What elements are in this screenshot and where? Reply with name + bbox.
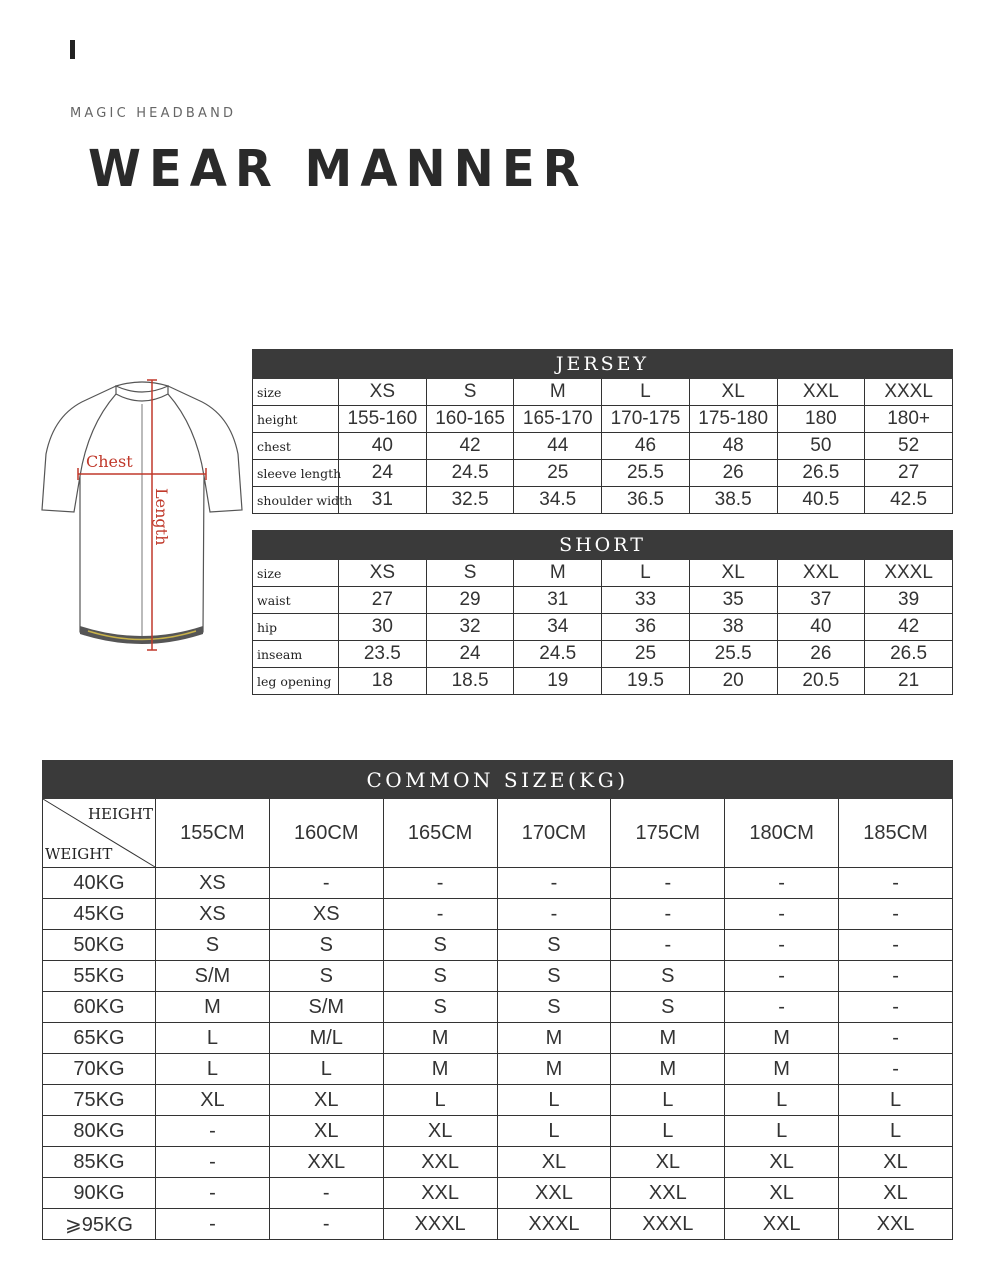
table-cell: 165-170 (514, 406, 602, 433)
table-cell: XXL (269, 1147, 383, 1178)
table-cell: 50 (777, 433, 865, 460)
table-row (253, 433, 953, 460)
table-cell: M (497, 1054, 611, 1085)
table-cell: 21 (865, 668, 953, 695)
table-row (253, 379, 953, 406)
table-cell: 44 (514, 433, 602, 460)
table-cell: L (269, 1054, 383, 1085)
table-cell: 40.5 (777, 487, 865, 514)
table-cell: 38 (689, 614, 777, 641)
height-header: 175CM (611, 799, 725, 868)
table-cell: S (611, 961, 725, 992)
height-header: 155CM (156, 799, 270, 868)
table-row (43, 992, 953, 1023)
table-cell: 31 (514, 587, 602, 614)
table-cell: 27 (339, 587, 427, 614)
table-cell: 40 (777, 614, 865, 641)
table-cell: 175-180 (689, 406, 777, 433)
table-cell: L (156, 1054, 270, 1085)
chest-label: Chest (86, 452, 133, 471)
table-cell: - (383, 868, 497, 899)
table-cell: 160-165 (426, 406, 514, 433)
table-cell: XXL (777, 379, 865, 406)
table-cell: - (611, 868, 725, 899)
table-cell: 25 (602, 641, 690, 668)
corner-cell (43, 799, 156, 868)
weight-label: 85KG (43, 1147, 156, 1178)
table-row (253, 487, 953, 514)
table-cell: M (383, 1054, 497, 1085)
table-cell: XXL (839, 1209, 953, 1240)
table-cell: S (383, 961, 497, 992)
table-cell: 24.5 (426, 460, 514, 487)
table-cell: 180 (777, 406, 865, 433)
weight-label: 60KG (43, 992, 156, 1023)
weight-label: 80KG (43, 1116, 156, 1147)
row-label: shoulder width (253, 487, 339, 514)
table-cell: XL (839, 1178, 953, 1209)
table-cell: 24 (339, 460, 427, 487)
table-cell: XS (339, 560, 427, 587)
table-cell: 26.5 (777, 460, 865, 487)
weight-label: 65KG (43, 1023, 156, 1054)
table-cell: - (156, 1178, 270, 1209)
table-cell: S (497, 961, 611, 992)
table-cell: 48 (689, 433, 777, 460)
weight-label: 40KG (43, 868, 156, 899)
table-cell: S (156, 930, 270, 961)
table-cell: S/M (156, 961, 270, 992)
common-table-title: COMMON SIZE(KG) (43, 761, 953, 799)
table-cell: 42.5 (865, 487, 953, 514)
table-cell: - (611, 899, 725, 930)
height-axis-label: HEIGHT (87, 805, 153, 823)
table-cell: 180+ (865, 406, 953, 433)
table-cell: - (839, 992, 953, 1023)
table-cell: XXL (611, 1178, 725, 1209)
table-row (43, 1178, 953, 1209)
table-cell: XXL (497, 1178, 611, 1209)
table-cell: 24.5 (514, 641, 602, 668)
table-cell: XL (269, 1085, 383, 1116)
row-label: hip (253, 614, 339, 641)
table-cell: L (839, 1085, 953, 1116)
table-cell: 25.5 (689, 641, 777, 668)
table-cell: 36.5 (602, 487, 690, 514)
table-cell: 20 (689, 668, 777, 695)
table-cell: XXXL (383, 1209, 497, 1240)
table-cell: 34.5 (514, 487, 602, 514)
table-cell: XXL (777, 560, 865, 587)
table-cell: 20.5 (777, 668, 865, 695)
table-cell: 25 (514, 460, 602, 487)
weight-label: ⩾95KG (43, 1209, 156, 1240)
table-cell: XS (339, 379, 427, 406)
table-row (43, 1085, 953, 1116)
table-cell: M (497, 1023, 611, 1054)
table-cell: XS (269, 899, 383, 930)
table-cell: L (602, 560, 690, 587)
table-cell: 32.5 (426, 487, 514, 514)
table-row (43, 1116, 953, 1147)
table-cell: S (269, 961, 383, 992)
table-row (253, 614, 953, 641)
table-cell: 35 (689, 587, 777, 614)
page-title: WEAR MANNER (88, 140, 588, 199)
table-cell: M/L (269, 1023, 383, 1054)
table-cell: M (611, 1054, 725, 1085)
accent-bar (70, 40, 75, 59)
weight-label: 45KG (43, 899, 156, 930)
table-cell: S (611, 992, 725, 1023)
table-cell: XL (689, 379, 777, 406)
table-cell: 38.5 (689, 487, 777, 514)
table-cell: S (426, 379, 514, 406)
table-cell: - (839, 930, 953, 961)
table-cell: M (611, 1023, 725, 1054)
table-cell: - (156, 1147, 270, 1178)
table-cell: L (611, 1116, 725, 1147)
table-cell: - (269, 1178, 383, 1209)
table-cell: S (426, 560, 514, 587)
table-cell: - (725, 868, 839, 899)
table-row (43, 1054, 953, 1085)
weight-label: 90KG (43, 1178, 156, 1209)
table-cell: 29 (426, 587, 514, 614)
table-row (253, 641, 953, 668)
table-cell: - (725, 961, 839, 992)
table-cell: 24 (426, 641, 514, 668)
table-cell: L (497, 1085, 611, 1116)
table-cell: XXL (725, 1209, 839, 1240)
table-cell: 32 (426, 614, 514, 641)
page-subtitle: MAGIC HEADBAND (70, 106, 237, 121)
table-cell: - (839, 899, 953, 930)
table-cell: - (839, 868, 953, 899)
table-cell: L (725, 1085, 839, 1116)
row-label: waist (253, 587, 339, 614)
table-cell: XL (611, 1147, 725, 1178)
table-row (253, 406, 953, 433)
height-header: 185CM (839, 799, 953, 868)
table-row (43, 1147, 953, 1178)
table-row (43, 899, 953, 930)
table-row (43, 930, 953, 961)
table-cell: - (156, 1209, 270, 1240)
table-row (43, 868, 953, 899)
table-cell: 18.5 (426, 668, 514, 695)
table-cell: 27 (865, 460, 953, 487)
table-cell: 46 (602, 433, 690, 460)
table-cell: XL (725, 1178, 839, 1209)
table-cell: XXXL (611, 1209, 725, 1240)
table-cell: S (383, 930, 497, 961)
table-cell: 30 (339, 614, 427, 641)
table-cell: 33 (602, 587, 690, 614)
table-cell: L (725, 1116, 839, 1147)
row-label: leg opening (253, 668, 339, 695)
row-label: chest (253, 433, 339, 460)
table-row (253, 460, 953, 487)
table-row (43, 1023, 953, 1054)
row-label: inseam (253, 641, 339, 668)
table-cell: - (725, 930, 839, 961)
table-cell: XXXL (497, 1209, 611, 1240)
table-cell: - (839, 961, 953, 992)
table-cell: XL (156, 1085, 270, 1116)
short-size-table (252, 530, 953, 695)
table-cell: L (497, 1116, 611, 1147)
table-cell: - (269, 1209, 383, 1240)
table-cell: XXL (383, 1178, 497, 1209)
weight-label: 50KG (43, 930, 156, 961)
table-cell: - (725, 992, 839, 1023)
table-cell: L (156, 1023, 270, 1054)
row-label: height (253, 406, 339, 433)
height-header: 165CM (383, 799, 497, 868)
common-size-table (42, 760, 953, 1240)
table-cell: 37 (777, 587, 865, 614)
table-cell: M (725, 1023, 839, 1054)
table-cell: - (611, 930, 725, 961)
short-table-title: SHORT (253, 531, 953, 560)
table-cell: XL (269, 1116, 383, 1147)
table-cell: M (156, 992, 270, 1023)
table-cell: 34 (514, 614, 602, 641)
table-cell: 31 (339, 487, 427, 514)
table-row (43, 961, 953, 992)
table-cell: S (383, 992, 497, 1023)
length-label: Length (152, 488, 171, 546)
weight-axis-label: WEIGHT (45, 845, 113, 863)
table-row (253, 668, 953, 695)
table-cell: 18 (339, 668, 427, 695)
table-cell: - (839, 1054, 953, 1085)
table-cell: L (839, 1116, 953, 1147)
table-cell: 26 (689, 460, 777, 487)
table-cell: S/M (269, 992, 383, 1023)
table-cell: 25.5 (602, 460, 690, 487)
table-cell: XL (689, 560, 777, 587)
table-cell: L (383, 1085, 497, 1116)
table-cell: 52 (865, 433, 953, 460)
table-cell: 23.5 (339, 641, 427, 668)
table-row (253, 587, 953, 614)
table-cell: XXL (383, 1147, 497, 1178)
table-cell: M (383, 1023, 497, 1054)
table-cell: XS (156, 868, 270, 899)
height-header: 180CM (725, 799, 839, 868)
table-cell: - (383, 899, 497, 930)
row-label: size (253, 379, 339, 406)
table-cell: 19.5 (602, 668, 690, 695)
table-cell: 155-160 (339, 406, 427, 433)
table-cell: 19 (514, 668, 602, 695)
table-cell: XXXL (865, 379, 953, 406)
table-cell: 26 (777, 641, 865, 668)
table-cell: M (725, 1054, 839, 1085)
table-cell: 40 (339, 433, 427, 460)
row-label: size (253, 560, 339, 587)
jersey-illustration (38, 376, 246, 654)
table-cell: - (269, 868, 383, 899)
jersey-size-table (252, 349, 953, 514)
jersey-table-title: JERSEY (253, 350, 953, 379)
table-cell: 26.5 (865, 641, 953, 668)
weight-label: 75KG (43, 1085, 156, 1116)
table-cell: - (725, 899, 839, 930)
table-cell: 42 (426, 433, 514, 460)
table-cell: XL (383, 1116, 497, 1147)
weight-label: 55KG (43, 961, 156, 992)
table-cell: XXXL (865, 560, 953, 587)
table-cell: S (497, 930, 611, 961)
weight-label: 70KG (43, 1054, 156, 1085)
table-cell: - (497, 868, 611, 899)
table-cell: - (839, 1023, 953, 1054)
table-row (253, 560, 953, 587)
table-cell: XS (156, 899, 270, 930)
table-cell: M (514, 560, 602, 587)
table-cell: S (497, 992, 611, 1023)
table-cell: L (602, 379, 690, 406)
table-cell: - (156, 1116, 270, 1147)
table-row (43, 1209, 953, 1240)
height-header-row (43, 799, 953, 868)
table-cell: 170-175 (602, 406, 690, 433)
table-cell: 39 (865, 587, 953, 614)
height-header: 170CM (497, 799, 611, 868)
table-cell: 36 (602, 614, 690, 641)
table-cell: - (497, 899, 611, 930)
table-cell: XL (725, 1147, 839, 1178)
row-label: sleeve length (253, 460, 339, 487)
height-header: 160CM (269, 799, 383, 868)
table-cell: L (611, 1085, 725, 1116)
table-cell: XL (839, 1147, 953, 1178)
table-cell: S (269, 930, 383, 961)
table-cell: M (514, 379, 602, 406)
table-cell: 42 (865, 614, 953, 641)
table-cell: XL (497, 1147, 611, 1178)
